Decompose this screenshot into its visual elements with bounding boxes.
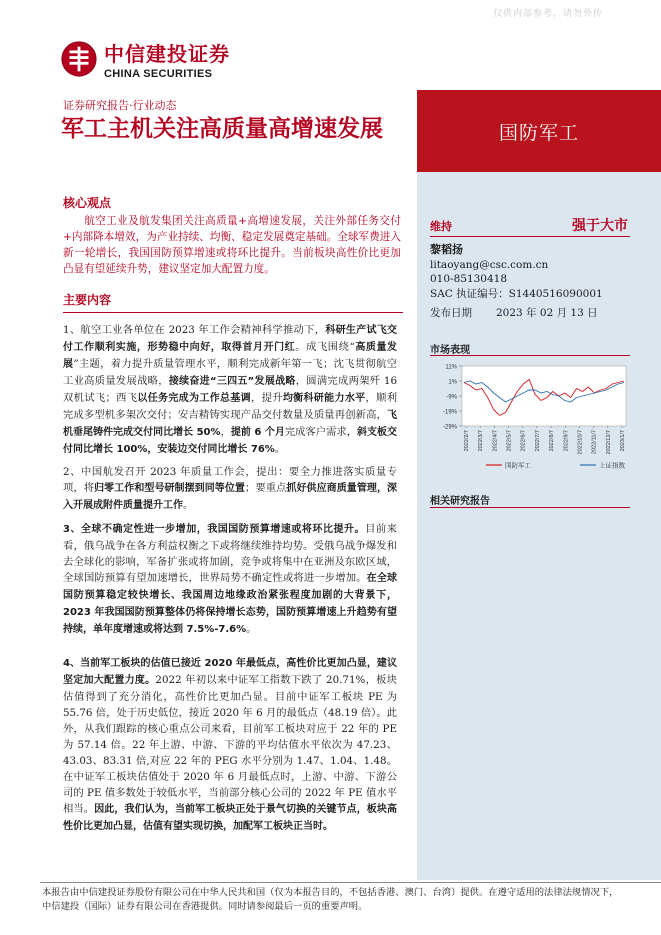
paragraph-run: 接续奋进“三四五”发展战略 <box>168 376 296 387</box>
paragraph-run: 在全球国防预算稳定较快增长、我国周边地缘政治紧张程度加剧的大背景下，2023 年我国国防预算整体仍将保持增长态势，国防预算增速上升趋势有望持续，单年度增速或将达到 7.5%-7.6% <box>63 573 398 635</box>
x-tick-label: 2022/8/7 <box>549 430 556 452</box>
paragraph-1 <box>63 322 397 458</box>
company-logo-icon <box>60 40 98 78</box>
publish-date-label: 发布日期 <box>430 307 472 319</box>
market-divider <box>430 355 630 356</box>
rating-action: 维持 <box>430 220 452 233</box>
rating-row <box>430 215 628 235</box>
paragraph-4 <box>63 655 397 835</box>
main-heading: 主要内容 <box>63 293 112 307</box>
publish-date-value: 2023 年 02 月 13 日 <box>496 307 598 319</box>
paragraph-run: 以任务完成为工作总基调 <box>137 393 251 404</box>
report-category: 证券研究报告·行业动态 <box>63 99 177 112</box>
paragraph-run: 均衡科研能力水平 <box>282 393 366 404</box>
legend-label: 国防军工 <box>505 461 531 470</box>
paragraph-run: 。成飞围绕“ <box>295 341 355 353</box>
footer-line-1: 本报告由中信建投证券股份有限公司在中华人民共和国（仅为本报告目的，不包括香港、澳门、台湾）提供。在遵守适用的法律法规情况下， <box>42 887 619 898</box>
x-tick-label: 2022/4/7 <box>492 430 499 452</box>
paragraph-run: 2、中国航发召开 2023 年质量工作会，提出：要全力推进落实质量专项，将 <box>63 466 397 494</box>
watermark: 仅供内部参考，请勿外传 <box>492 9 603 19</box>
summary-heading: 核心观点 <box>63 196 112 210</box>
legend-label: 上证指数 <box>599 461 625 470</box>
sector-banner <box>417 90 661 172</box>
main-divider <box>63 312 403 313</box>
company-logo <box>60 38 230 80</box>
market-heading: 市场表现 <box>430 345 470 356</box>
paragraph-run: 斜支板交付同比增长 100%，安装边交付同比增长 76% <box>63 427 398 455</box>
company-name-cn: 中信建投证券 <box>104 42 230 66</box>
rating-divider <box>430 236 630 237</box>
paragraph-run: ，顺利完成多型机多架次交付；安吉精铸实现产品交付数量及质量再创新高， <box>63 392 398 421</box>
paragraph-run: 3、全球不确定性进一步增加，我国国防预算增速或将环比提升。 <box>63 524 366 535</box>
market-performance-chart <box>430 358 630 474</box>
y-tick-label: 11% <box>445 364 457 371</box>
analyst-email[interactable]: litaoyang@csc.com.cn <box>430 258 549 271</box>
x-tick-label: 2022/2/7 <box>464 430 470 452</box>
paragraph-run: 。 <box>274 443 286 455</box>
x-tick-label: 2023/1/7 <box>620 430 626 452</box>
x-tick-label: 2022/6/7 <box>520 430 527 452</box>
x-tick-label: 2022/10/7 <box>577 430 584 455</box>
x-tick-label: 2022/11/7 <box>591 430 598 455</box>
paragraph-run: 提前 6 个月 <box>230 427 285 438</box>
related-divider <box>430 507 630 508</box>
analyst-phone: 010-85130418 <box>430 273 508 285</box>
company-name-en: CHINA SECURITIES <box>104 68 213 80</box>
y-tick-label: -19% <box>442 409 457 416</box>
paragraph-run: ；要重点 <box>244 482 287 494</box>
paragraph-run: ，提升 <box>250 392 283 404</box>
footer-divider <box>40 882 661 883</box>
rating-value: 强于大市 <box>572 218 628 234</box>
paragraph-run: 归零工作和型号研制摆到同等位置 <box>94 483 245 494</box>
paragraph-run: 。 <box>246 623 257 635</box>
paragraph-2 <box>63 464 397 514</box>
paragraph-run: 2022 年初以来中证军工指数下跌了 20.71%，板块估值得到了充分消化，高性价比更加凸显。目前中证军工板块 PE 为 55.76 倍，处于历史低位，接近 2020 年 6 月的最低点（48.19 倍）。此外，从我们跟踪的核心重点公司来看，目前军工板块对应于 22 年的 PE 为 57.14 倍。22 年上游、中游、下游的平均估值水平依次为 47.23、43.03、83.31 倍,对应 22 年的 PEG 水平分别为 1.47、1.04、1.48。在中证军工板块估值处于 2020 年 6 月最低点时，上游、中游、下游公司的 PE 值多数处于较低水平，当前部分核心公司的 2022 年 PE 值水平相当。 <box>63 674 398 815</box>
related-heading: 相关研究报告 <box>430 496 490 507</box>
y-tick-label: -29% <box>442 424 457 431</box>
footer-disclaimer <box>42 886 661 914</box>
summary-text: 航空工业及航发集团关注高质量+高增速发展，关注外部任务交付+内部降本增效，为产业持续、均衡、稳定发展奠定基础。全球军费进入新一轮增长，我国国防预算增速或将环比提升。当前板块高性价比更加凸显有望延续升势，建议坚定加大配置力度。 <box>63 215 401 275</box>
x-tick-label: 2022/5/7 <box>506 430 513 452</box>
paragraph-run: 因此，我们认为，当前军工板块正处于景气切换的关键节点，板块高性价比更加凸显，估值有望实现切换，加配军工板块正当时。 <box>63 804 398 832</box>
paragraph-run: 高质量发展 <box>63 342 398 370</box>
footer-line-2: 中信建投（国际）证券有限公司在香港提供。同时请参阅最后一页的重要声明。 <box>42 901 368 912</box>
analyst-info <box>430 243 603 301</box>
x-tick-label: 2022/7/7 <box>534 430 541 452</box>
paragraph-run: 飞机垂尾铸件完成交付同比增长 50% <box>63 410 397 438</box>
paragraph-run: 1、航空工业各单位在 2023 年工作会精神科学推动下， <box>63 324 326 336</box>
paragraph-run: 4、当前军工板块的估值已接近 2020 年最低点，高性价比更加凸显，建议坚定加大配置力度。 <box>63 658 397 686</box>
paragraph-3 <box>63 521 397 638</box>
paragraph-run: 科研生产试飞交付工作顺利实施，形势稳中向好，取得首月开门红 <box>63 325 398 353</box>
paragraph-run: 。 <box>183 499 194 511</box>
x-tick-label: 2022/3/7 <box>478 430 485 452</box>
paragraph-run: 完成客户需求， <box>284 426 357 438</box>
analyst-name: 黎韬扬 <box>430 243 463 256</box>
analyst-license: SAC 执证编号：S1440516090001 <box>430 287 603 300</box>
paragraph-run: ”主题，着力提升质量管理水平，顺利完成新年第一飞；沈飞贯彻航空工业高质量发展战略， <box>63 358 398 387</box>
paragraph-run: ，圆满完成两架歼 16 双机试飞；西飞 <box>63 375 397 404</box>
report-title: 军工主机关注高质量高增速发展 <box>61 116 383 142</box>
publish-date <box>430 305 598 320</box>
x-tick-label: 2022/9/7 <box>563 430 570 452</box>
sidebar-panel <box>417 90 661 880</box>
paragraph-run: 抓好供应商质量管理，深入开展成附件质量提升工作 <box>63 483 398 511</box>
y-tick-label: -9% <box>446 394 457 401</box>
y-tick-label: 1% <box>448 379 457 386</box>
paragraph-run: ， <box>220 426 231 438</box>
sector-label: 国防军工 <box>498 121 579 144</box>
x-tick-label: 2022/12/7 <box>605 430 612 455</box>
paragraph-run: 目前来看，俄乌战争在各方利益权衡之下或将继续维持均势。受俄乌战争爆发和去全球化的影响，军备扩张或将加剧，竞争或将集中在亚洲及东欧区域，全球国防预算有望加速增长，世界局势不确定性或将进一步增加。 <box>63 523 397 584</box>
